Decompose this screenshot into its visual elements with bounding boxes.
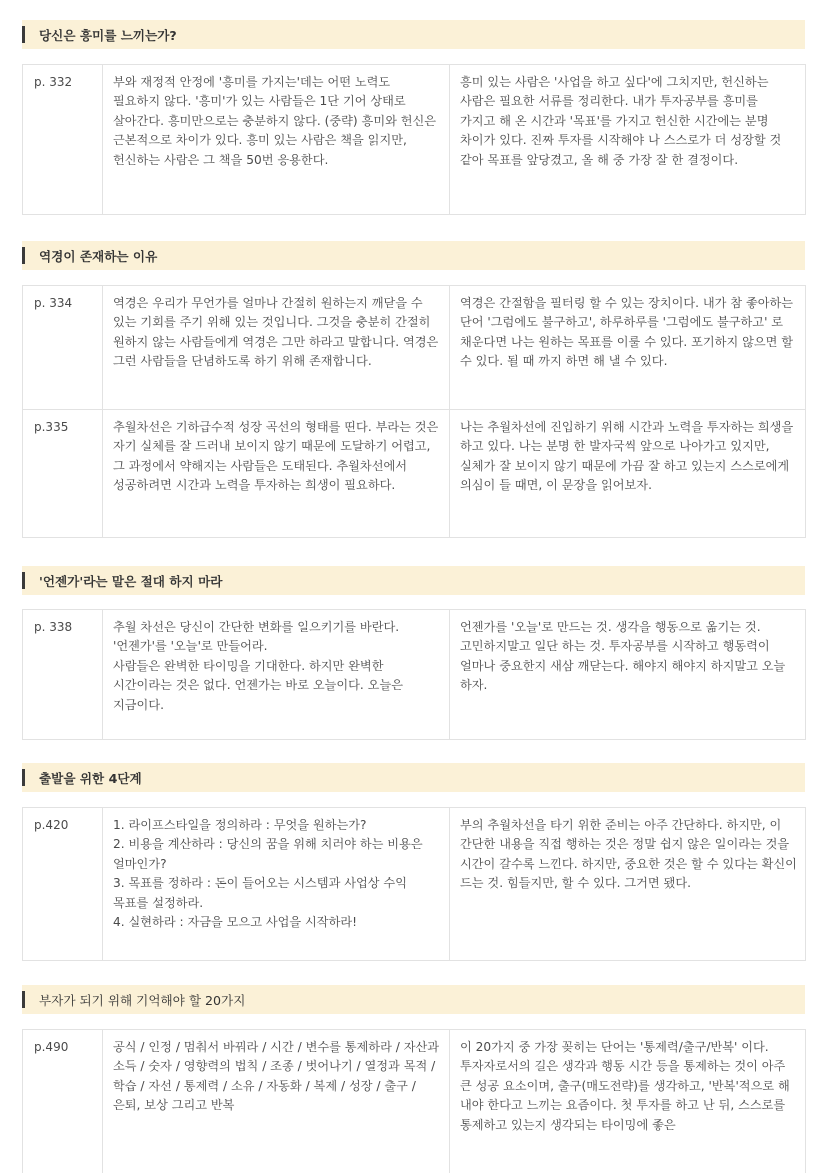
reflection-text: 부의 추월차선을 타기 위한 준비는 아주 간단하다. 하지만, 이 간단한 내용을 직접 행하는 것은 정말 쉽지 않은 일이라는 것을 시간이 갈수록 느낀다. 하지만, 중요한 것은 할 수 있다는 확신이 드는 것. 힘들지만, 할 수 있다. 그거면 됐다. (450, 808, 806, 961)
table-row (23, 410, 806, 538)
notes-table (22, 285, 806, 538)
page-number: p. 334 (23, 286, 103, 410)
section-heading (22, 763, 805, 792)
section-title: 역경이 존재하는 이유 (39, 249, 158, 264)
section-title: 당신은 흥미를 느끼는가? (39, 28, 177, 43)
notes-table (22, 64, 806, 215)
heading-accent-bar (22, 572, 25, 589)
section-title: '언젠가'라는 말은 절대 하지 마라 (39, 574, 223, 589)
quote-text: 추월 차선은 당신이 간단한 변화를 일으키기를 바란다. '언젠가'를 '오늘'로 만들어라. 사람들은 완벽한 타이밍을 기대한다. 하지만 완벽한 시간이라는 것은 없다. 언젠가는 바로 오늘이다. 오늘은 지금이다. (103, 610, 450, 740)
reflection-text: 흥미 있는 사람은 '사업을 하고 싶다'에 그치지만, 헌신하는 사람은 필요한 서류를 정리한다. 내가 투자공부를 흥미를 가지고 해 온 시간과 '목표'를 가지고 헌신한 시간에는 분명 차이가 있다. 진짜 투자를 시작해야 나 스스로가 더 성장할 것 같아 목표를 앞당겼고, 올 해 중 가장 잘 한 결정이다. (450, 65, 806, 215)
notes-table (22, 1029, 806, 1173)
heading-accent-bar (22, 769, 25, 786)
section-heading (22, 20, 805, 49)
section-heading (22, 241, 805, 270)
table-row (23, 1030, 806, 1173)
heading-accent-bar (22, 991, 25, 1008)
table-row (23, 808, 806, 961)
notes-table (22, 609, 806, 740)
section-heading (22, 566, 805, 595)
heading-accent-bar (22, 247, 25, 264)
reflection-text: 나는 추월차선에 진입하기 위해 시간과 노력을 투자하는 희생을 하고 있다. 나는 분명 한 발자국씩 앞으로 나아가고 있지만, 실체가 잘 보이지 않기 때문에 가끔 잘 하고 있는지 스스로에게 의심이 들 때면, 이 문장을 읽어보자. (450, 410, 806, 538)
reflection-text: 이 20가지 중 가장 꽂히는 단어는 '통제력/출구/반복' 이다. 투자자로서의 길은 생각과 행동 시간 등을 통제하는 것이 아주 큰 성공 요소이며, 출구(매도전략)를 생각하고, '반복'적으로 해 내야 한다고 느끼는 요즘이다. 첫 투자를 하고 난 뒤, 스스로를 통제하고 있는지 생각되는 타이밍에 좋은 (450, 1030, 806, 1173)
page-number: p.420 (23, 808, 103, 961)
table-row (23, 286, 806, 410)
table-row (23, 65, 806, 215)
quote-text: 1. 라이프스타일을 정의하라 : 무엇을 원하는가? 2. 비용을 계산하라 : 당신의 꿈을 위해 치러야 하는 비용은 얼마인가? 3. 목표를 정하라 : 돈이 들어오는 시스템과 사업상 수익 목표를 설정하라. 4. 실현하라 : 자금을 모으고 사업을 시작하라! (103, 808, 450, 961)
page-number: p. 332 (23, 65, 103, 215)
quote-text: 추월차선은 기하급수적 성장 곡선의 형태를 띤다. 부라는 것은 자기 실체를 잘 드러내 보이지 않기 때문에 도달하기 어렵고, 그 과정에서 약해지는 사람들은 도태된다. 추월차선에서 성공하려면 시간과 노력을 투자하는 희생이 필요하다. (103, 410, 450, 538)
quote-text: 역경은 우리가 무언가를 얼마나 간절히 원하는지 깨닫을 수 있는 기회를 주기 위해 있는 것입니다. 그것을 충분히 간절히 원하지 않는 사람들에게 역경은 그만 하라고 말합니다. 역경은 그런 사람들을 단념하도록 하기 위해 존재합니다. (103, 286, 450, 410)
notes-table (22, 807, 806, 961)
heading-accent-bar (22, 26, 25, 43)
page-number: p.490 (23, 1030, 103, 1173)
section-title: 부자가 되기 위해 기억해야 할 20가지 (39, 993, 246, 1008)
page-number: p.335 (23, 410, 103, 538)
reflection-text: 역경은 간절함을 필터링 할 수 있는 장치이다. 내가 참 좋아하는 단어 '그럼에도 불구하고', 하루하루를 '그럼에도 불구하고' 로 채운다면 나는 원하는 목표를 이룰 수 있다. 포기하지 않으면 할 수 있다. 될 때 까지 하면 해 낼 수 있다. (450, 286, 806, 410)
table-row (23, 610, 806, 740)
section-heading (22, 985, 805, 1014)
quote-text: 부와 재정적 안정에 '흥미를 가지는'데는 어떤 노력도 필요하지 않다. '흥미'가 있는 사람들은 1단 기어 상태로 살아간다. 흥미만으로는 충분하지 않다. (중략) 흥미와 헌신은 근본적으로 차이가 있다. 흥미 있는 사람은 책을 읽지만, 헌신하는 사람은 그 책을 50번 응용한다. (103, 65, 450, 215)
page-number: p. 338 (23, 610, 103, 740)
section-title: 출발을 위한 4단계 (39, 771, 142, 786)
quote-text: 공식 / 인정 / 멈춰서 바꿔라 / 시간 / 변수를 통제하라 / 자산과 소득 / 숫자 / 영향력의 법칙 / 조종 / 벗어나기 / 열정과 목적 / 학습 / 자선 / 통제력 / 소유 / 자동화 / 복제 / 성장 / 출구 / 은퇴, 보상 그리고 반복 (103, 1030, 450, 1173)
reflection-text: 언젠가를 '오늘'로 만드는 것. 생각을 행동으로 옮기는 것. 고민하지말고 일단 하는 것. 투자공부를 시작하고 행동력이 얼마나 중요한지 새삼 깨닫는다. 해야지 해야지 하지말고 오늘 하자. (450, 610, 806, 740)
